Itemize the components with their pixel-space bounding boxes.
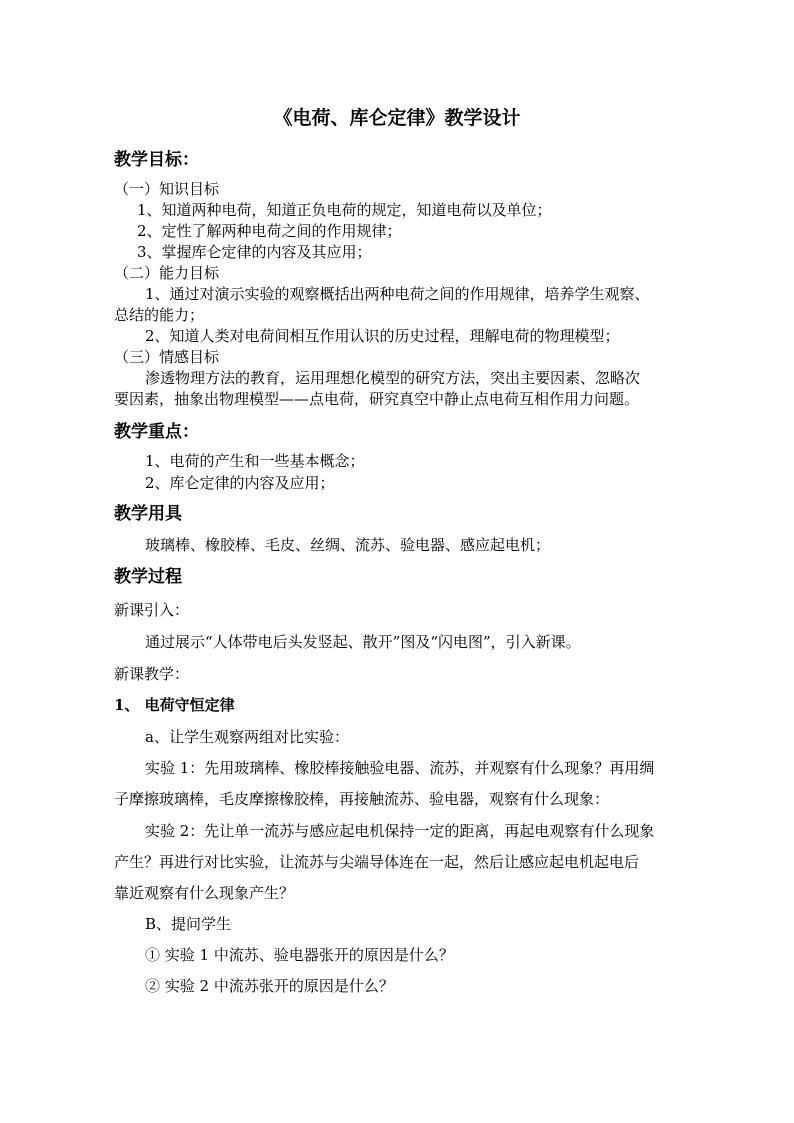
teaching-label: 新课教学： <box>114 665 190 683</box>
experiment-1-line-1: 实验 1：先用玻璃棒、橡胶棒接触验电器、流苏，并观察有什么现象？再用绸 <box>145 759 655 777</box>
knowledge-item-1: 1、知道两种电荷，知道正负电荷的规定，知道电荷以及单位； <box>137 201 552 219</box>
ability-item-2: 2、知道人类对电荷间相互作用认识的历史过程，理解电荷的物理模型； <box>145 327 620 345</box>
knowledge-item-2: 2、定性了解两种电荷之间的作用规律； <box>137 222 402 240</box>
emotion-goal-label: （三）情感目标 <box>114 348 220 366</box>
experiment-2-line-1: 实验 2：先让单一流苏与感应起电机保持一定的距离，再起电观察有什么现象 <box>145 822 655 840</box>
experiment-2-line-2: 产生？再进行对比实验，让流苏与尖端导体连在一起，然后让感应起电机起电后 <box>114 853 640 871</box>
ability-item-1-line-2: 总结的能力； <box>114 306 205 324</box>
question-2: ② 实验 2 中流苏张开的原因是什么？ <box>145 977 394 995</box>
key-point-2: 2、库仑定律的内容及应用； <box>145 474 335 492</box>
step-b-text: B、提问学生 <box>145 915 232 933</box>
emotion-text-line-2: 要因素，抽象出物理模型——点电荷，研究真空中静止点电荷互相作用力问题。 <box>114 390 640 408</box>
process-heading: 教学过程 <box>114 567 182 587</box>
knowledge-item-3: 3、掌握库仑定律的内容及其应用； <box>137 243 372 261</box>
step-a-text: a、让学生观察两组对比实验： <box>145 728 349 746</box>
experiment-2-line-3: 靠近观察有什么现象产生？ <box>114 884 295 902</box>
ability-goal-label: （二）能力目标 <box>114 264 220 282</box>
knowledge-goal-label: （一）知识目标 <box>114 180 220 198</box>
intro-label: 新课引入： <box>114 601 190 619</box>
section-1-title: 1、 电荷守恒定律 <box>114 696 235 714</box>
ability-item-1-line-1: 1、通过对演示实验的观察概括出两种电荷之间的作用规律，培养学生观察、 <box>145 285 650 303</box>
emotion-text-line-1: 渗透物理方法的教育，运用理想化模型的研究方法，突出主要因素、忽略次 <box>145 369 641 387</box>
experiment-1-line-2: 子摩擦玻璃棒，毛皮摩擦橡胶棒，再接触流苏、验电器，观察有什么现象： <box>114 790 610 808</box>
tools-heading: 教学用具 <box>114 504 182 524</box>
key-points-heading: 教学重点： <box>114 422 199 442</box>
question-1: ① 实验 1 中流苏、验电器张开的原因是什么？ <box>145 946 454 964</box>
key-point-1: 1、电荷的产生和一些基本概念； <box>145 452 365 470</box>
tools-list: 玻璃棒、橡胶棒、毛皮、丝绸、流苏、验电器、感应起电机； <box>145 536 551 554</box>
objectives-heading: 教学目标： <box>114 150 199 170</box>
document-title: 《电荷、库仑定律》教学设计 <box>273 107 521 129</box>
intro-text: 通过展示“人体带电后头发竖起、散开”图及“闪电图”，引入新课。 <box>145 633 581 651</box>
